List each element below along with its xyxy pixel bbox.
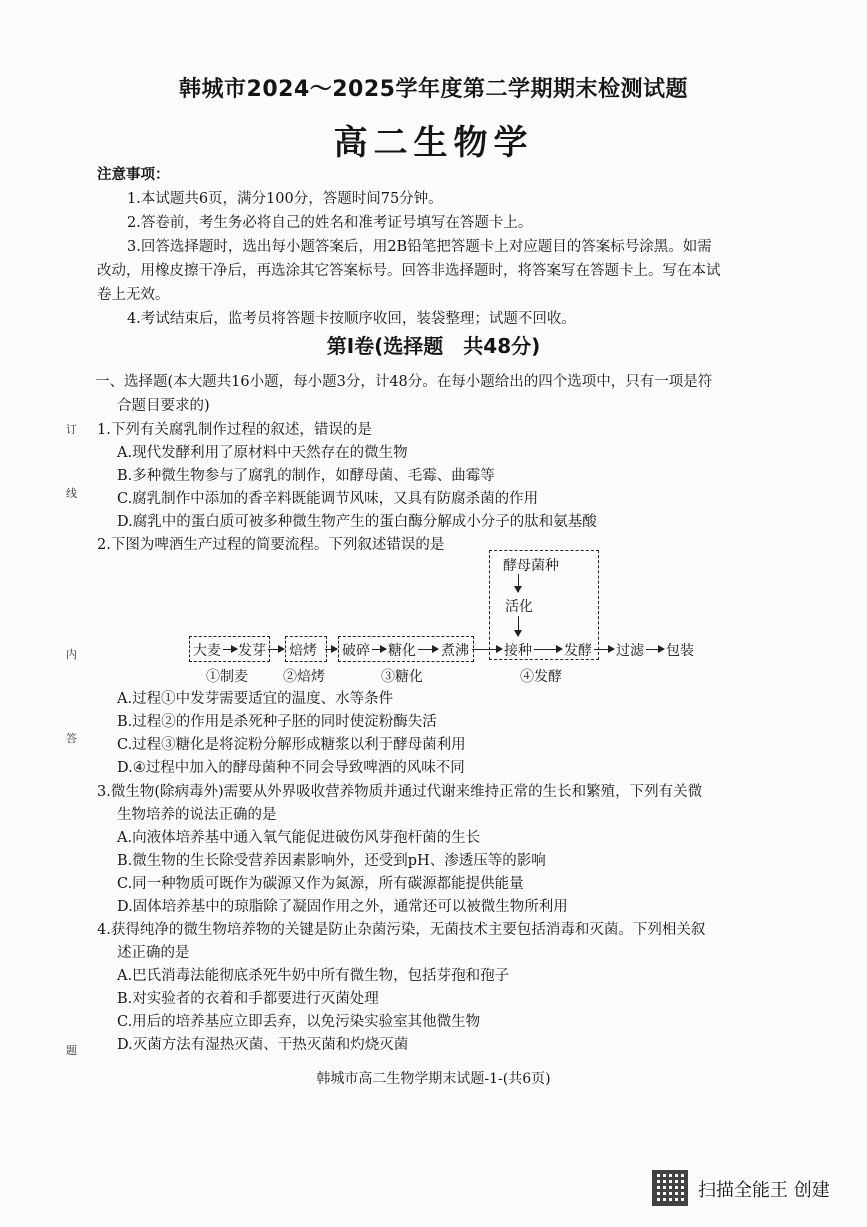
q1-option-b: B.多种微生物参与了腐乳的制作，如酵母菌、毛霉、曲霉等: [117, 468, 495, 484]
q2-option-d: D.④过程中加入的酵母菌种不同会导致啤酒的风味不同: [117, 760, 465, 776]
stage-label-1: ①制麦: [206, 669, 248, 685]
barley: 大麦: [193, 643, 221, 659]
arrow-right-icon: [325, 649, 337, 650]
notice-item: 卷上无效。: [97, 287, 170, 303]
q4-option-b: B.对实验者的衣着和手都要进行灭菌处理: [117, 991, 379, 1007]
q3-stem-cont: 生物培养的说法正确的是: [117, 807, 277, 823]
stage-label-2: ②焙烤: [283, 669, 325, 685]
fermentation: 发酵: [564, 643, 592, 659]
q1-option-a: A.现代发酵利用了原材料中天然存在的微生物: [117, 445, 408, 461]
section-title: 第Ⅰ卷(选择题 共48分): [326, 334, 541, 358]
q3-option-d: D.固体培养基中的琼脂除了凝固作用之外，通常还可以被微生物所利用: [117, 899, 568, 915]
q4-stem-cont: 述正确的是: [117, 945, 190, 961]
binding-margin-mark: 订: [66, 423, 77, 436]
arrow-right-icon: [646, 649, 664, 650]
crushing: 破碎: [342, 643, 370, 659]
qr-code-icon: [652, 1170, 688, 1206]
notice-item: 1.本试题共6页，满分100分，答题时间75分钟。: [127, 191, 443, 207]
q4-option-c: C.用后的培养基应立即丢弃，以免污染实验室其他微生物: [117, 1014, 481, 1030]
q3-stem: 3.微生物(除病毒外)需要从外界吸收营养物质并通过代谢来维持正常的生长和繁殖，下列有关微: [97, 784, 703, 800]
stage-label-3: ③糖化: [381, 669, 423, 685]
notice-item: 2.答卷前，考生务必将自己的姓名和准考证号填写在答题卡上。: [127, 215, 533, 231]
binding-margin-mark: 线: [66, 487, 77, 500]
q3-option-b: B.微生物的生长除受营养因素影响外，还受到pH、渗透压等的影响: [117, 853, 546, 869]
arrow-right-icon: [472, 649, 502, 650]
arrow-right-icon: [372, 649, 386, 650]
inoculation: 接种: [504, 643, 532, 659]
notice-item: 3.回答选择题时，选出每小题答案后，用2B铅笔把答题卡上对应题目的答案标号涂黑。如需: [127, 239, 712, 255]
arrow-right-icon: [223, 649, 237, 650]
q2-option-a: A.过程①中发芽需要适宜的温度、水等条件: [117, 691, 394, 707]
section-instructions-cont: 合题目要求的): [117, 398, 210, 414]
binding-margin-mark: 答: [66, 732, 77, 745]
sprouting: 发芽: [238, 643, 266, 659]
arrow-right-icon: [268, 649, 284, 650]
q2-stem: 2.下图为啤酒生产过程的简要流程。下列叙述错误的是: [97, 537, 445, 553]
q3-option-a: A.向液体培养基中通入氧气能促进破伤风芽孢杆菌的生长: [117, 830, 481, 846]
q1-stem: 1.下列有关腐乳制作过程的叙述，错误的是: [97, 422, 372, 438]
arrow-right-icon: [534, 649, 562, 650]
stage-label-4: ④发酵: [520, 669, 562, 685]
binding-margin-mark: 题: [66, 1044, 77, 1057]
q4-stem: 4.获得纯净的微生物培养物的关键是防止杂菌污染，无菌技术主要包括消毒和灭菌。下列相关叙: [97, 922, 706, 938]
notice-item: 4.考试结束后，监考员将答题卡按顺序收回，装袋整理；试题不回收。: [127, 311, 576, 327]
yeast-strain: 酵母菌种: [503, 558, 559, 574]
notice-heading: 注意事项：: [97, 167, 170, 183]
page-footer: 韩城市高二生物学期末试题-1-(共6页): [316, 1071, 551, 1087]
activation: 活化: [505, 599, 533, 615]
q4-option-a: A.巴氏消毒法能彻底杀死牛奶中所有微生物，包括芽孢和孢子: [117, 968, 510, 984]
arrow-right-icon: [418, 649, 438, 650]
notice-item: 改动，用橡皮擦干净后，再选涂其它答案标号。回答非选择题时，将答案写在答题卡上。写在本试: [97, 263, 721, 279]
binding-margin-mark: 内: [66, 648, 77, 661]
q1-option-d: D.腐乳中的蛋白质可被多种微生物产生的蛋白酶分解成小分子的肽和氨基酸: [117, 514, 597, 530]
saccharifying: 糖化: [388, 643, 416, 659]
arrow-right-icon: [594, 649, 614, 650]
q2-option-b: B.过程②的作用是杀死种子胚的同时使淀粉酶失活: [117, 714, 437, 730]
roasting: 焙烤: [289, 643, 317, 659]
filtration: 过滤: [616, 643, 644, 659]
q3-option-c: C.同一种物质可既作为碳源又作为氮源，所有碳源都能提供能量: [117, 876, 524, 892]
watermark-text: 扫描全能王 创建: [698, 1180, 830, 1201]
arrow-down-icon: [518, 616, 519, 636]
arrow-down-icon: [518, 574, 519, 592]
exam-title: 韩城市2024～2025学年度第二学期期末检测试题: [179, 77, 688, 102]
exam-subject: 高二生物学: [333, 123, 534, 163]
packaging: 包装: [666, 643, 694, 659]
boiling: 煮沸: [441, 643, 469, 659]
q4-option-d: D.灭菌方法有湿热灭菌、干热灭菌和灼烧灭菌: [117, 1037, 409, 1053]
q1-option-c: C.腐乳制作中添加的香辛料既能调节风味，又具有防腐杀菌的作用: [117, 491, 539, 507]
q2-option-c: C.过程③糖化是将淀粉分解形成糖浆以利于酵母菌利用: [117, 737, 466, 753]
section-instructions: 一、选择题(本大题共16小题，每小题3分，计48分。在每小题给出的四个选项中，只有一项是符: [95, 374, 713, 390]
